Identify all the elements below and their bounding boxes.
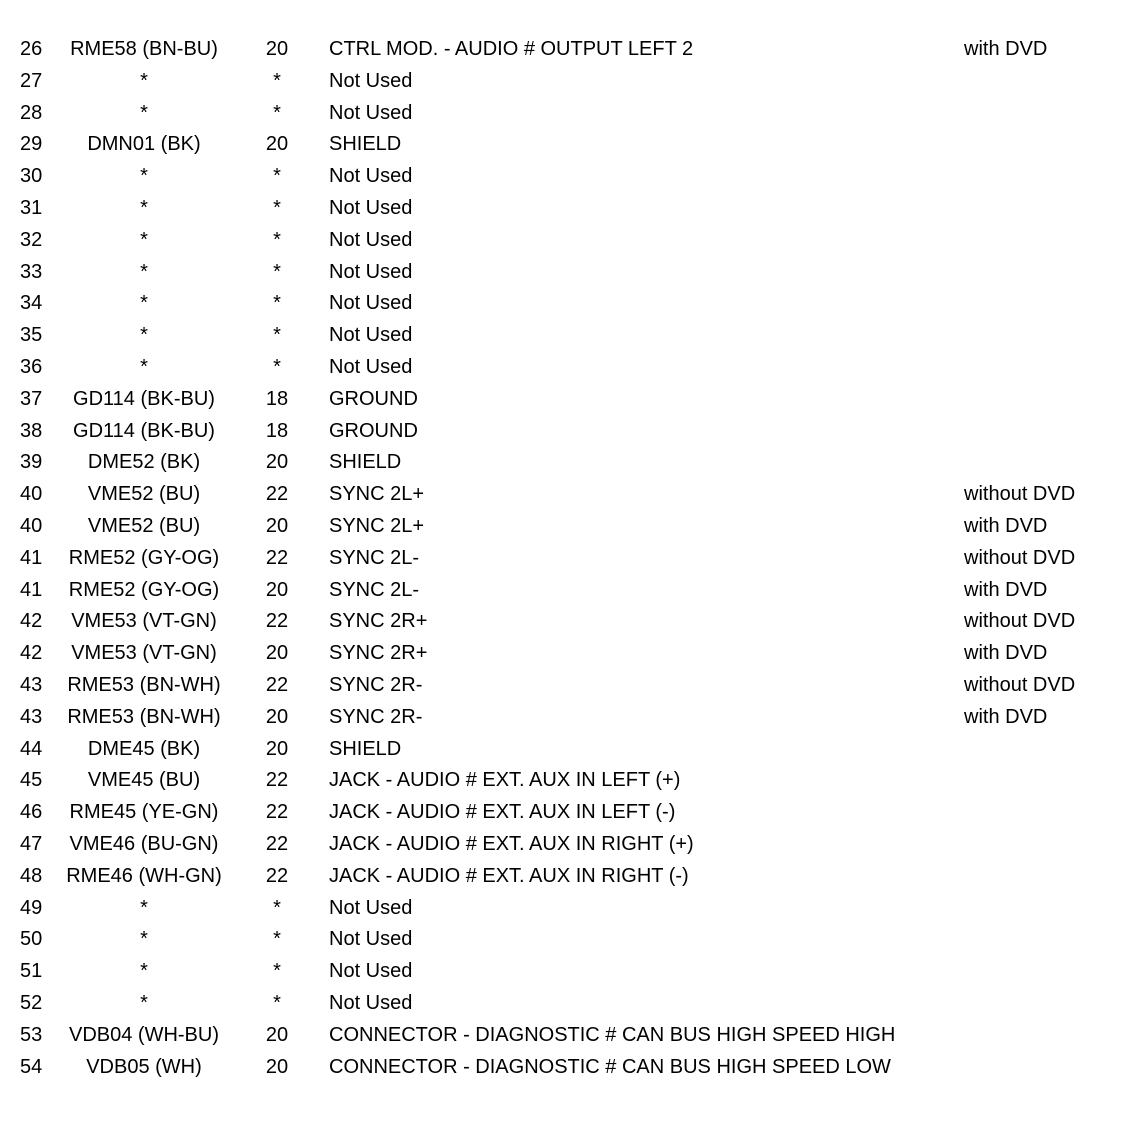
wire-gauge: * — [273, 896, 281, 919]
pin-description: SYNC 2L+ — [329, 483, 425, 506]
table-row — [0, 479, 1136, 511]
pin-description: JACK - AUDIO # EXT. AUX IN RIGHT (+) — [329, 832, 694, 855]
pin-description: JACK - AUDIO # EXT. AUX IN RIGHT (-) — [329, 864, 689, 887]
table-row — [0, 670, 1136, 702]
pin-number: 44 — [20, 737, 43, 760]
pin-number: 33 — [20, 260, 43, 283]
pin-description: SYNC 2L- — [329, 578, 420, 601]
table-row — [0, 257, 1136, 289]
table-row — [0, 988, 1136, 1020]
wire-gauge: * — [273, 69, 281, 92]
table-row — [0, 861, 1136, 893]
wire-gauge: 20 — [265, 642, 289, 665]
pin-number: 47 — [20, 832, 43, 855]
circuit-code: * — [140, 324, 148, 347]
circuit-code: * — [140, 101, 148, 124]
pin-number: 42 — [20, 642, 43, 665]
pin-description: SYNC 2R- — [329, 705, 423, 728]
table-row — [0, 829, 1136, 861]
pin-description: CONNECTOR - DIAGNOSTIC # CAN BUS HIGH SPEED HIGH — [329, 1023, 896, 1046]
circuit-code: GD114 (BK-BU) — [73, 387, 215, 410]
circuit-code: * — [140, 896, 148, 919]
table-row — [0, 384, 1136, 416]
wire-gauge: 20 — [265, 705, 289, 728]
pin-description: CTRL MOD. - AUDIO # OUTPUT LEFT 2 — [329, 38, 694, 60]
wire-gauge: 22 — [265, 546, 289, 569]
wire-gauge: * — [273, 991, 281, 1014]
table-row — [0, 765, 1136, 797]
wire-gauge: 20 — [265, 451, 289, 474]
pin-table — [0, 34, 1136, 1083]
circuit-code: VDB05 (WH) — [86, 1055, 202, 1078]
pin-description: Not Used — [329, 260, 413, 283]
pin-note: with DVD — [964, 578, 1048, 601]
circuit-code: * — [140, 292, 148, 315]
pin-description: SYNC 2R+ — [329, 610, 428, 633]
table-row — [0, 734, 1136, 766]
pin-note: without DVD — [964, 673, 1076, 696]
wire-gauge: 22 — [265, 832, 289, 855]
wire-gauge: 20 — [265, 1055, 289, 1078]
pin-number: 32 — [20, 228, 43, 251]
wire-gauge: 22 — [265, 610, 289, 633]
circuit-code: DME52 (BK) — [87, 451, 201, 474]
wire-gauge: 22 — [265, 673, 289, 696]
pin-number: 53 — [20, 1023, 43, 1046]
circuit-code: RME58 (BN-BU) — [70, 38, 218, 60]
pin-description: SYNC 2R+ — [329, 642, 428, 665]
pin-number: 50 — [20, 928, 43, 951]
wire-gauge: * — [273, 960, 281, 983]
pin-description: Not Used — [329, 196, 413, 219]
pin-description: SYNC 2L- — [329, 546, 420, 569]
pin-description: Not Used — [329, 960, 413, 983]
circuit-code: VME52 (BU) — [87, 514, 201, 537]
table-row — [0, 352, 1136, 384]
table-row — [0, 575, 1136, 607]
circuit-code: VME53 (VT-GN) — [71, 610, 217, 633]
circuit-code: VME46 (BU-GN) — [69, 832, 219, 855]
pin-number: 27 — [20, 69, 43, 92]
wire-gauge: * — [273, 260, 281, 283]
pin-number: 52 — [20, 991, 43, 1014]
pin-description: SHIELD — [329, 133, 402, 156]
wire-gauge: * — [273, 196, 281, 219]
pin-note: with DVD — [964, 642, 1048, 665]
table-row — [0, 797, 1136, 829]
pin-description: Not Used — [329, 69, 413, 92]
circuit-code: * — [140, 928, 148, 951]
table-row — [0, 543, 1136, 575]
pin-number: 39 — [20, 451, 43, 474]
circuit-code: * — [140, 960, 148, 983]
pin-number: 35 — [20, 324, 43, 347]
circuit-code: VME45 (BU) — [87, 769, 201, 792]
wire-gauge: 20 — [265, 1023, 289, 1046]
table-row — [0, 129, 1136, 161]
pin-description: Not Used — [329, 928, 413, 951]
pin-number: 36 — [20, 355, 43, 378]
table-row — [0, 1020, 1136, 1052]
pin-description: SHIELD — [329, 737, 402, 760]
pin-description: SYNC 2R- — [329, 673, 423, 696]
pin-note: without DVD — [964, 546, 1076, 569]
wire-gauge: 22 — [265, 801, 289, 824]
pin-note: with DVD — [964, 705, 1048, 728]
pin-number: 45 — [20, 769, 43, 792]
wire-gauge: 22 — [265, 864, 289, 887]
circuit-code: DME45 (BK) — [87, 737, 201, 760]
pin-number: 37 — [20, 387, 43, 410]
pin-description: JACK - AUDIO # EXT. AUX IN LEFT (+) — [329, 769, 681, 792]
pin-description: Not Used — [329, 101, 413, 124]
pin-number: 40 — [20, 483, 43, 506]
pin-number: 49 — [20, 896, 43, 919]
pin-description: Not Used — [329, 324, 413, 347]
table-row — [0, 161, 1136, 193]
table-row — [0, 638, 1136, 670]
pin-description: Not Used — [329, 228, 413, 251]
table-row — [0, 447, 1136, 479]
pin-note: without DVD — [964, 610, 1076, 633]
circuit-code: VDB04 (WH-BU) — [68, 1023, 219, 1046]
pin-number: 26 — [20, 38, 43, 60]
wire-gauge: 20 — [265, 38, 289, 60]
pin-number: 54 — [20, 1055, 43, 1078]
wire-gauge: * — [273, 292, 281, 315]
pin-number: 40 — [20, 514, 43, 537]
wire-gauge: * — [273, 928, 281, 951]
table-row — [0, 606, 1136, 638]
pin-description: CONNECTOR - DIAGNOSTIC # CAN BUS HIGH SPEED LOW — [329, 1055, 891, 1078]
pin-description: Not Used — [329, 896, 413, 919]
circuit-code: RME53 (BN-WH) — [67, 705, 221, 728]
pin-description: Not Used — [329, 165, 413, 188]
table-row — [0, 1052, 1136, 1084]
pin-note: with DVD — [964, 514, 1048, 537]
circuit-code: VME53 (VT-GN) — [71, 642, 217, 665]
circuit-code: * — [140, 260, 148, 283]
wire-gauge: 20 — [265, 133, 289, 156]
circuit-code: RME46 (WH-GN) — [66, 864, 222, 887]
circuit-code: * — [140, 991, 148, 1014]
pin-number: 48 — [20, 864, 43, 887]
circuit-code: DMN01 (BK) — [87, 133, 201, 156]
table-row — [0, 34, 1136, 66]
wire-gauge: 20 — [265, 578, 289, 601]
table-row — [0, 98, 1136, 130]
circuit-code: * — [140, 228, 148, 251]
pin-note: with DVD — [964, 38, 1048, 60]
pin-description: GROUND — [329, 387, 418, 410]
pin-number: 34 — [20, 292, 43, 315]
pin-number: 30 — [20, 165, 43, 188]
table-row — [0, 225, 1136, 257]
wire-gauge: * — [273, 101, 281, 124]
pin-number: 29 — [20, 133, 43, 156]
circuit-code: * — [140, 196, 148, 219]
table-row — [0, 320, 1136, 352]
pin-number: 41 — [20, 546, 43, 569]
circuit-code: * — [140, 165, 148, 188]
pin-number: 51 — [20, 960, 43, 983]
pin-number: 43 — [20, 705, 43, 728]
pin-description: Not Used — [329, 292, 413, 315]
table-row — [0, 511, 1136, 543]
circuit-code: RME52 (GY-OG) — [68, 546, 220, 569]
pin-description: Not Used — [329, 991, 413, 1014]
table-row — [0, 66, 1136, 98]
table-row — [0, 893, 1136, 925]
pin-description: Not Used — [329, 355, 413, 378]
pin-number: 43 — [20, 673, 43, 696]
table-row — [0, 288, 1136, 320]
table-row — [0, 193, 1136, 225]
pin-number: 38 — [20, 419, 43, 442]
circuit-code: * — [140, 355, 148, 378]
table-row — [0, 416, 1136, 448]
table-row — [0, 924, 1136, 956]
table-row — [0, 956, 1136, 988]
pin-number: 46 — [20, 801, 43, 824]
circuit-code: VME52 (BU) — [87, 483, 201, 506]
wire-gauge: 20 — [265, 514, 289, 537]
circuit-code: * — [140, 69, 148, 92]
wire-gauge: * — [273, 165, 281, 188]
pin-description: SYNC 2L+ — [329, 514, 425, 537]
circuit-code: GD114 (BK-BU) — [73, 419, 215, 442]
wire-gauge: * — [273, 228, 281, 251]
circuit-code: RME45 (YE-GN) — [69, 801, 219, 824]
pin-number: 28 — [20, 101, 43, 124]
pin-number: 31 — [20, 196, 43, 219]
wire-gauge: 18 — [265, 419, 289, 442]
pin-description: JACK - AUDIO # EXT. AUX IN LEFT (-) — [329, 801, 676, 824]
wire-gauge: 22 — [265, 483, 289, 506]
pin-description: GROUND — [329, 419, 418, 442]
wire-gauge: 22 — [265, 769, 289, 792]
wire-gauge: * — [273, 324, 281, 347]
pin-description: SHIELD — [329, 451, 402, 474]
wire-gauge: * — [273, 355, 281, 378]
pin-number: 41 — [20, 578, 43, 601]
circuit-code: RME52 (GY-OG) — [68, 578, 220, 601]
wire-gauge: 18 — [265, 387, 289, 410]
table-row — [0, 702, 1136, 734]
circuit-code: RME53 (BN-WH) — [67, 673, 221, 696]
wire-gauge: 20 — [265, 737, 289, 760]
pin-number: 42 — [20, 610, 43, 633]
pin-note: without DVD — [964, 483, 1076, 506]
